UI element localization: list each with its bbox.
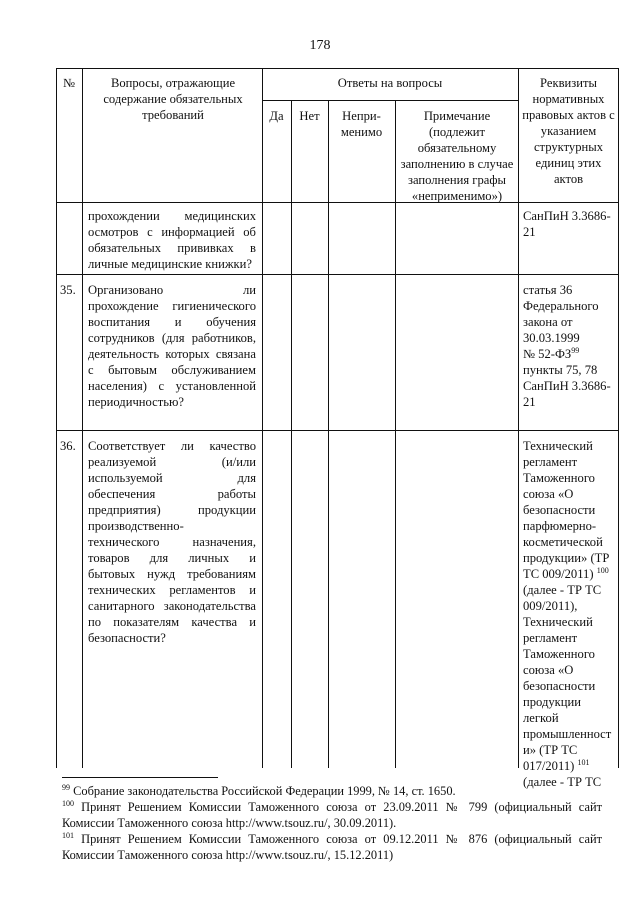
requisite-line: Таможенного	[523, 471, 595, 485]
requisite-line: продукции	[523, 695, 582, 709]
question-line: технического назначения,	[88, 535, 256, 549]
page-number: 178	[309, 38, 331, 53]
requisite-line: (далее - ТР ТС	[523, 775, 602, 789]
requisite-text: статья 36 Федерального закона от 30.03.1999 № 52-ФЗ$^{99}$ пункты 75, 78 СанПиН 3.3686- 21	[523, 283, 611, 409]
question-line: деятельность которых связана	[88, 347, 256, 361]
footnote-ref-99[interactable]: 99	[571, 345, 580, 355]
requisite-line: и» (ТР ТС	[523, 743, 578, 757]
footnotes	[62, 783, 602, 863]
header-no: Нет	[299, 109, 320, 123]
table-top-border	[56, 68, 619, 69]
table-right-border	[618, 68, 619, 768]
question-line: используемой для	[88, 471, 256, 485]
column-divider	[328, 100, 329, 768]
question-line: личные медицинские книжки?	[88, 257, 252, 271]
row-number: 36.	[60, 439, 76, 453]
footnote-99: $^{99}$ Собрание законодательства Российской Федерации 1999, № 14, ст. 1650.	[62, 782, 456, 798]
row-border	[56, 274, 619, 275]
requisite-line: косметической	[523, 535, 603, 549]
header-requisites: Реквизиты нормативных правовых актов с указанием структурных единиц этих актов	[522, 76, 615, 186]
footnote-100: $^{100}$ Принят Решением Комиссии Таможенного союза от 23.09.2011 № 799 (официальный сайт Комиссии Таможенного союза http://www.tsouz.ru/, 30.09.2011).	[62, 798, 602, 830]
requisite-line: промышленност	[523, 727, 612, 741]
question-line: безопасности?	[88, 631, 166, 645]
header-not-applicable: Непри- менимо	[340, 109, 383, 139]
footnote-101: $^{101}$ Принят Решением Комиссии Таможенного союза от 09.12.2011 № 876 (официальный сайт Комиссии Таможенного союза http://www.tsouz.ru/, 15.12.2011)	[62, 830, 602, 862]
column-divider	[82, 68, 83, 768]
footnote-separator	[62, 777, 218, 778]
question-line: предприятия) продукции	[88, 503, 256, 517]
column-divider	[262, 68, 263, 768]
requisite-line: Технический	[523, 439, 593, 453]
column-divider	[395, 100, 396, 768]
requisite-line: регламент	[523, 631, 578, 645]
question-line: бытовых нужд требованиям	[88, 567, 256, 581]
question-line: Организовано ли	[88, 283, 256, 297]
requisite-line: безопасности	[523, 679, 596, 693]
question-line: по показателям качества и	[88, 615, 256, 629]
requisite-line: Технический	[523, 615, 593, 629]
question-text	[88, 208, 256, 272]
header-number: №	[62, 76, 76, 90]
footnote-ref-100[interactable]: 100	[596, 565, 609, 575]
requisite-line: парфюмерно-	[523, 519, 597, 533]
requisite-line: Таможенного	[523, 647, 595, 661]
question-line: Соответствует ли качество	[88, 439, 256, 453]
header-answers: Ответы на вопросы	[337, 76, 443, 90]
answers-subheader-border	[262, 100, 518, 101]
question-line: населения) с установленной	[88, 379, 256, 393]
question-line: санитарного законодательства	[88, 599, 256, 613]
requisite-line: 017/2011) $^{101}$	[523, 757, 590, 773]
requisite-text: СанПиН 3.3686- 21	[523, 209, 611, 239]
question-line: воспитания и обучения	[88, 315, 256, 329]
requisite-line: безопасности	[523, 503, 596, 517]
question-line: товаров для личных и	[88, 551, 256, 565]
question-text	[88, 438, 256, 646]
question-text	[88, 282, 256, 410]
footnote-ref-101[interactable]: 101	[577, 757, 590, 767]
header-yes: Да	[269, 109, 284, 123]
question-line: прохождение гигиенического	[88, 299, 256, 313]
column-divider	[291, 100, 292, 768]
question-line: технических регламентов и	[88, 583, 256, 597]
header-note: Примечание (подлежит обязательному заполнению в случае заполнения графы «неприменимо»)	[400, 109, 514, 203]
requisite-line: союза «О	[523, 663, 574, 677]
question-line: производственно-	[88, 519, 184, 533]
question-line: сотрудников (для работников,	[88, 331, 256, 345]
requisite-line: 009/2011),	[523, 599, 578, 613]
column-divider	[518, 68, 519, 768]
header-bottom-border	[56, 202, 619, 203]
question-line: обязательных прививках в	[88, 241, 256, 255]
requisite-text	[523, 438, 617, 790]
row-border	[56, 430, 619, 431]
question-line: реализуемой (и/или	[88, 455, 256, 469]
question-line: обеспечения работы	[88, 487, 256, 501]
row-number: 35.	[60, 283, 76, 297]
question-line: осмотров с информацией об	[88, 225, 256, 239]
requisite-line: ТС 009/2011) $^{100}$	[523, 565, 609, 581]
header-questions: Вопросы, отражающие содержание обязательных требований	[103, 76, 243, 122]
requisite-line: продукции» (ТР	[523, 551, 610, 565]
requisite-line: легкой	[523, 711, 559, 725]
question-line: прохождении медицинских	[88, 209, 256, 223]
requisite-line: (далее - ТР ТС	[523, 583, 602, 597]
table-left-border	[56, 68, 57, 768]
question-line: периодичностью?	[88, 395, 184, 409]
requisite-line: союза «О	[523, 487, 574, 501]
question-line: с бытовым обслуживанием	[88, 363, 256, 377]
requisite-line: регламент	[523, 455, 578, 469]
